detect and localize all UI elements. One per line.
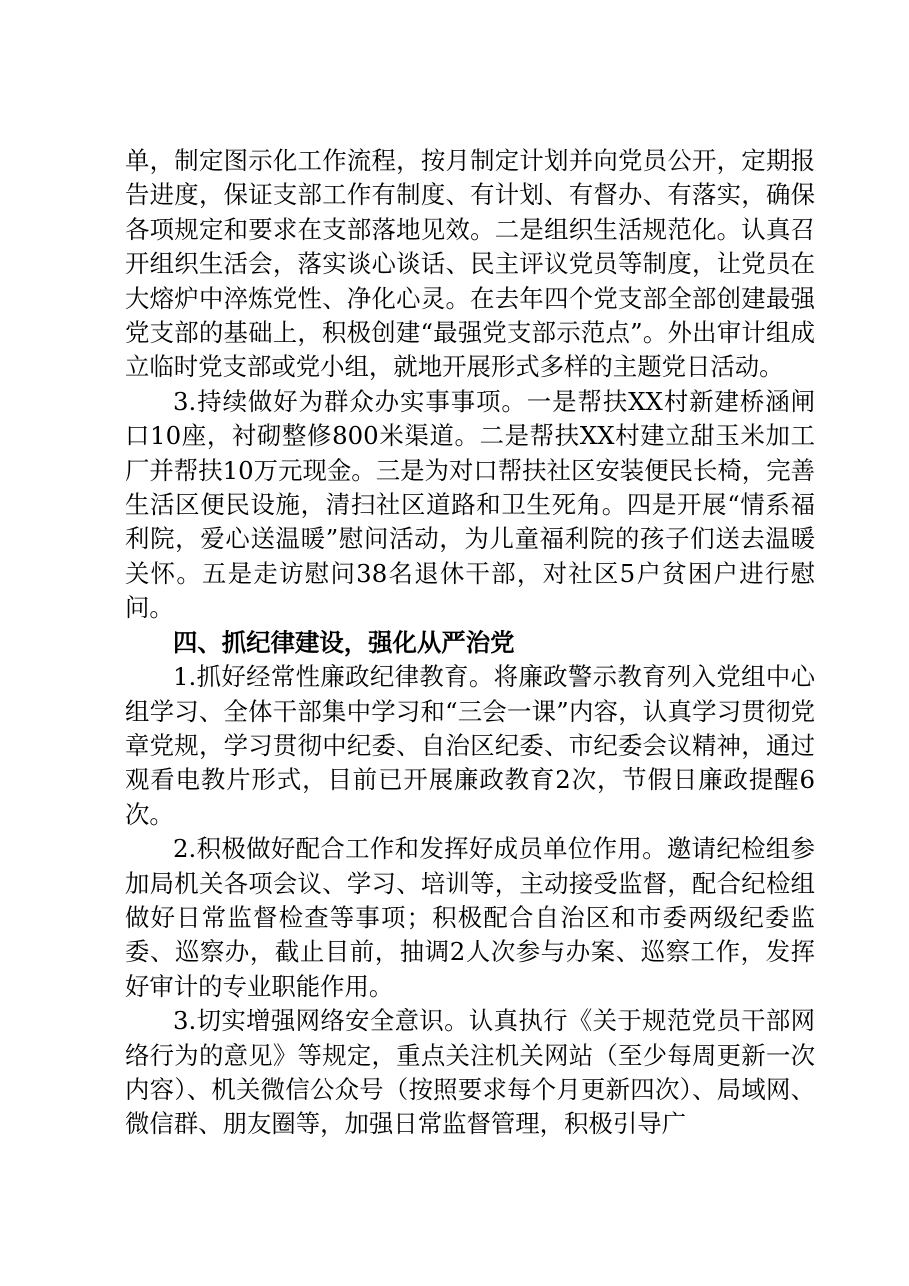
paragraph-item-1-integrity-education: 1.抓好经常性廉政纪律教育。将廉政警示教育列入党组中心组学习、全体干部集中学习和“三会一课”内容，认真学习贯彻党章党规，学习贯彻中纪委、自治区纪委、市纪委会议精神，通过观看电教片形式，目前已开展廉政教育2次，节假日廉政提醒6次。 <box>125 662 815 829</box>
paragraph-continuation: 单，制定图示化工作流程，按月制定计划并向党员公开，定期报告进度，保证支部工作有制度、有计划、有督办、有落实，确保各项规定和要求在支部落地见效。二是组织生活规范化。认真召开组织生活会，落实谈心谈话、民主评议党员等制度，让党员在大熔炉中淬炼党性、净化心灵。在去年四个党支部全部创建最强党支部的基础上，积极创建“最强党支部示范点”。外出审计组成立临时党支部或党小组，就地开展形式多样的主题党日活动。 <box>125 146 815 382</box>
section-heading-discipline: 四、抓纪律建设，强化从严治党 <box>173 627 515 657</box>
document-body <box>125 144 815 1142</box>
paragraph-item-3-public-service: 3.持续做好为群众办实事事项。一是帮扶XX村新建桥涵闸口10座，衬砌整修800米渠道。二是帮扶XX村建立甜玉米加工厂并帮扶10万元现金。三是为对口帮扶社区安装便民长椅，完善生活区便民设施，清扫社区道路和卫生死角。四是开展“情系福利院，爱心送温暖”慰问活动，为儿童福利院的孩子们送去温暖关怀。五是走访慰问38名退休干部，对社区5户贫困户进行慰问。 <box>125 386 815 623</box>
paragraph-item-3-network-security: 3.切实增强网络安全意识。认真执行《关于规范党员干部网络行为的意见》等规定，重点关注机关网站（至少每周更新一次内容）、机关微信公众号（按照要求每个月更新四次）、局域网、微信群、朋友圈等，加强日常监督管理，积极引导广 <box>125 1006 815 1139</box>
paragraph-item-2-cooperation: 2.积极做好配合工作和发挥好成员单位作用。邀请纪检组参加局机关各项会议、学习、培训等，主动接受监督，配合纪检组做好日常监督检查等事项；积极配合自治区和市委两级纪委监委、巡察办，截止目前，抽调2人次参与办案、巡察工作，发挥好审计的专业职能作用。 <box>125 834 815 1001</box>
